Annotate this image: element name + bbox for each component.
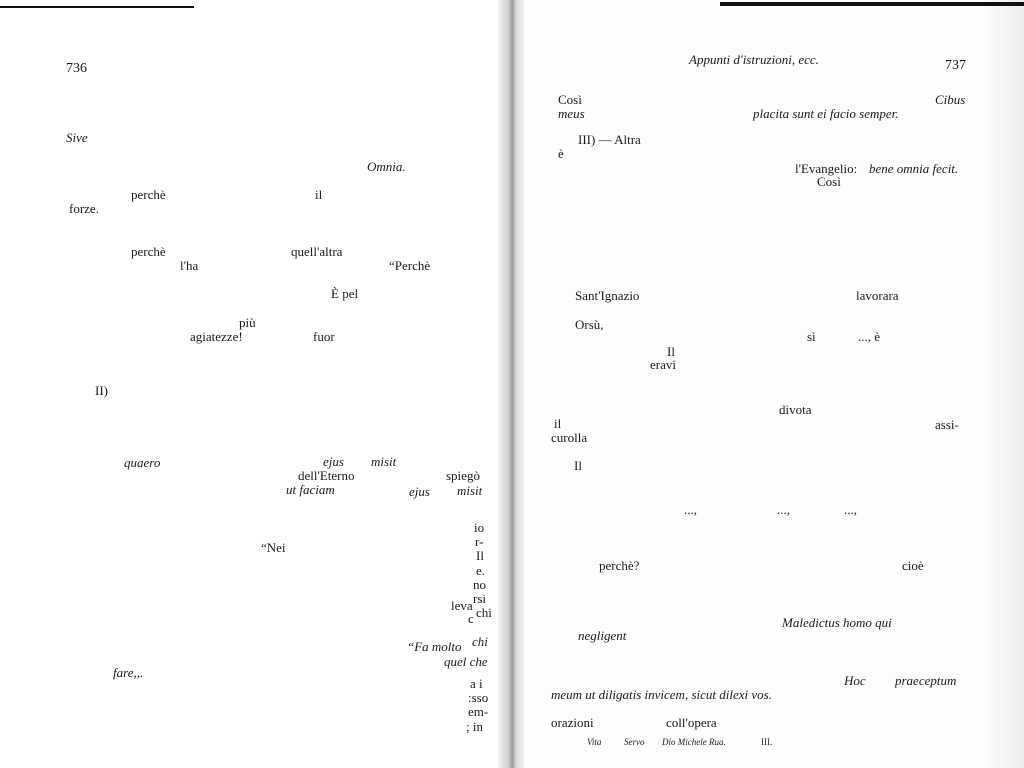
text-fragment: io <box>474 520 485 535</box>
text-fragment: fuor <box>313 329 335 344</box>
text-fragment: “Perchè <box>389 258 431 273</box>
text-fragment: Così <box>817 174 841 189</box>
text-fragment: Il <box>667 344 675 359</box>
text-fragment: sì <box>807 329 816 344</box>
text-fragment: il <box>554 416 562 431</box>
text-fragment: rsi <box>473 591 486 606</box>
page-edge-shadow <box>984 0 1024 768</box>
text-fragment: dell'Eterno <box>298 468 355 483</box>
text-fragment: III) — Altra <box>578 132 641 147</box>
text-fragment: “Fa molto <box>407 639 462 654</box>
text-fragment: assi- <box>935 417 959 432</box>
text-fragment: coll'opera <box>666 715 717 730</box>
book-gutter <box>498 0 524 768</box>
text-fragment: bene omnia fecit. <box>869 161 959 176</box>
footnote-fragment: Vita <box>587 737 602 747</box>
text-fragment: perchè <box>131 244 166 259</box>
text-fragment: è <box>558 146 564 161</box>
text-fragment: perchè <box>131 187 166 202</box>
page-number-left: 736 <box>66 61 87 76</box>
text-fragment: orazioni <box>551 715 594 730</box>
text-fragment: Così <box>558 92 582 107</box>
text-fragment: ..., <box>684 502 697 517</box>
text-fragment: chi <box>476 605 492 620</box>
text-fragment: “Nei <box>261 540 286 555</box>
text-fragment: Cibus <box>935 92 966 107</box>
text-fragment: meum ut diligatis invicem, sicut dilexi vos. <box>551 687 772 702</box>
text-fragment: meus <box>558 106 585 121</box>
text-fragment: chi <box>472 634 488 649</box>
text-fragment: :sso <box>468 690 489 705</box>
text-fragment: forze. <box>69 201 99 216</box>
text-fragment: ejus <box>323 454 344 469</box>
text-fragment: Omnia. <box>367 159 406 174</box>
text-fragment: Orsù, <box>575 317 604 332</box>
text-fragment: curolla <box>551 430 588 445</box>
text-fragment: quaero <box>124 455 161 470</box>
text-fragment: È pel <box>331 286 359 301</box>
text-fragment: cioè <box>902 558 924 573</box>
page-number-right: 737 <box>945 58 966 73</box>
text-fragment: divota <box>779 402 812 417</box>
text-fragment: Maledictus homo qui <box>782 615 892 630</box>
text-fragment: Hoc <box>844 673 866 688</box>
text-fragment: ..., <box>777 502 790 517</box>
right-top-rule <box>720 2 1024 6</box>
text-fragment: ..., <box>844 502 857 517</box>
footnote-fragment: III. <box>761 737 773 747</box>
footnote-fragment: Servo <box>624 737 645 747</box>
left-top-rule <box>0 6 194 8</box>
text-fragment: agiatezze! <box>190 329 243 344</box>
text-fragment: fare,,. <box>113 665 144 680</box>
footnote-fragment: Dio Michele Rua. <box>662 737 726 747</box>
text-fragment: l'Evangelio: <box>795 161 858 176</box>
text-fragment: em- <box>468 704 489 719</box>
text-fragment: e. <box>476 563 486 578</box>
text-fragment: leva <box>451 598 473 613</box>
text-fragment: eravi <box>650 357 676 372</box>
text-fragment: c <box>468 611 474 626</box>
text-fragment: ut faciam <box>286 482 335 497</box>
text-fragment: il <box>315 187 323 202</box>
text-fragment: praeceptum <box>895 673 957 688</box>
text-fragment: spiegò <box>446 468 480 483</box>
text-fragment: misit <box>371 454 397 469</box>
text-fragment: placita sunt ei facio semper. <box>753 106 899 121</box>
text-fragment: Il <box>476 548 484 563</box>
text-fragment: r- <box>475 534 484 549</box>
text-fragment: l'ha <box>180 258 199 273</box>
text-fragment: quel che <box>444 654 488 669</box>
text-fragment: negligent <box>578 628 627 643</box>
text-fragment: II) <box>95 383 108 398</box>
text-fragment: ejus <box>409 484 430 499</box>
text-fragment: Sive <box>66 130 88 145</box>
text-fragment: ..., è <box>858 329 881 344</box>
text-fragment: misit <box>457 483 483 498</box>
text-fragment: a i <box>470 676 483 691</box>
text-fragment: no <box>473 577 486 592</box>
running-head: Appunti d'istruzioni, ecc. <box>689 52 819 67</box>
text-fragment: perchè? <box>599 558 640 573</box>
text-fragment: più <box>239 315 256 330</box>
text-fragment: Il <box>574 458 582 473</box>
text-fragment: Sant'Ignazio <box>575 288 640 303</box>
text-fragment: ; in <box>466 719 483 734</box>
text-fragment: quell'altra <box>291 244 343 259</box>
text-fragment: lavorara <box>856 288 899 303</box>
